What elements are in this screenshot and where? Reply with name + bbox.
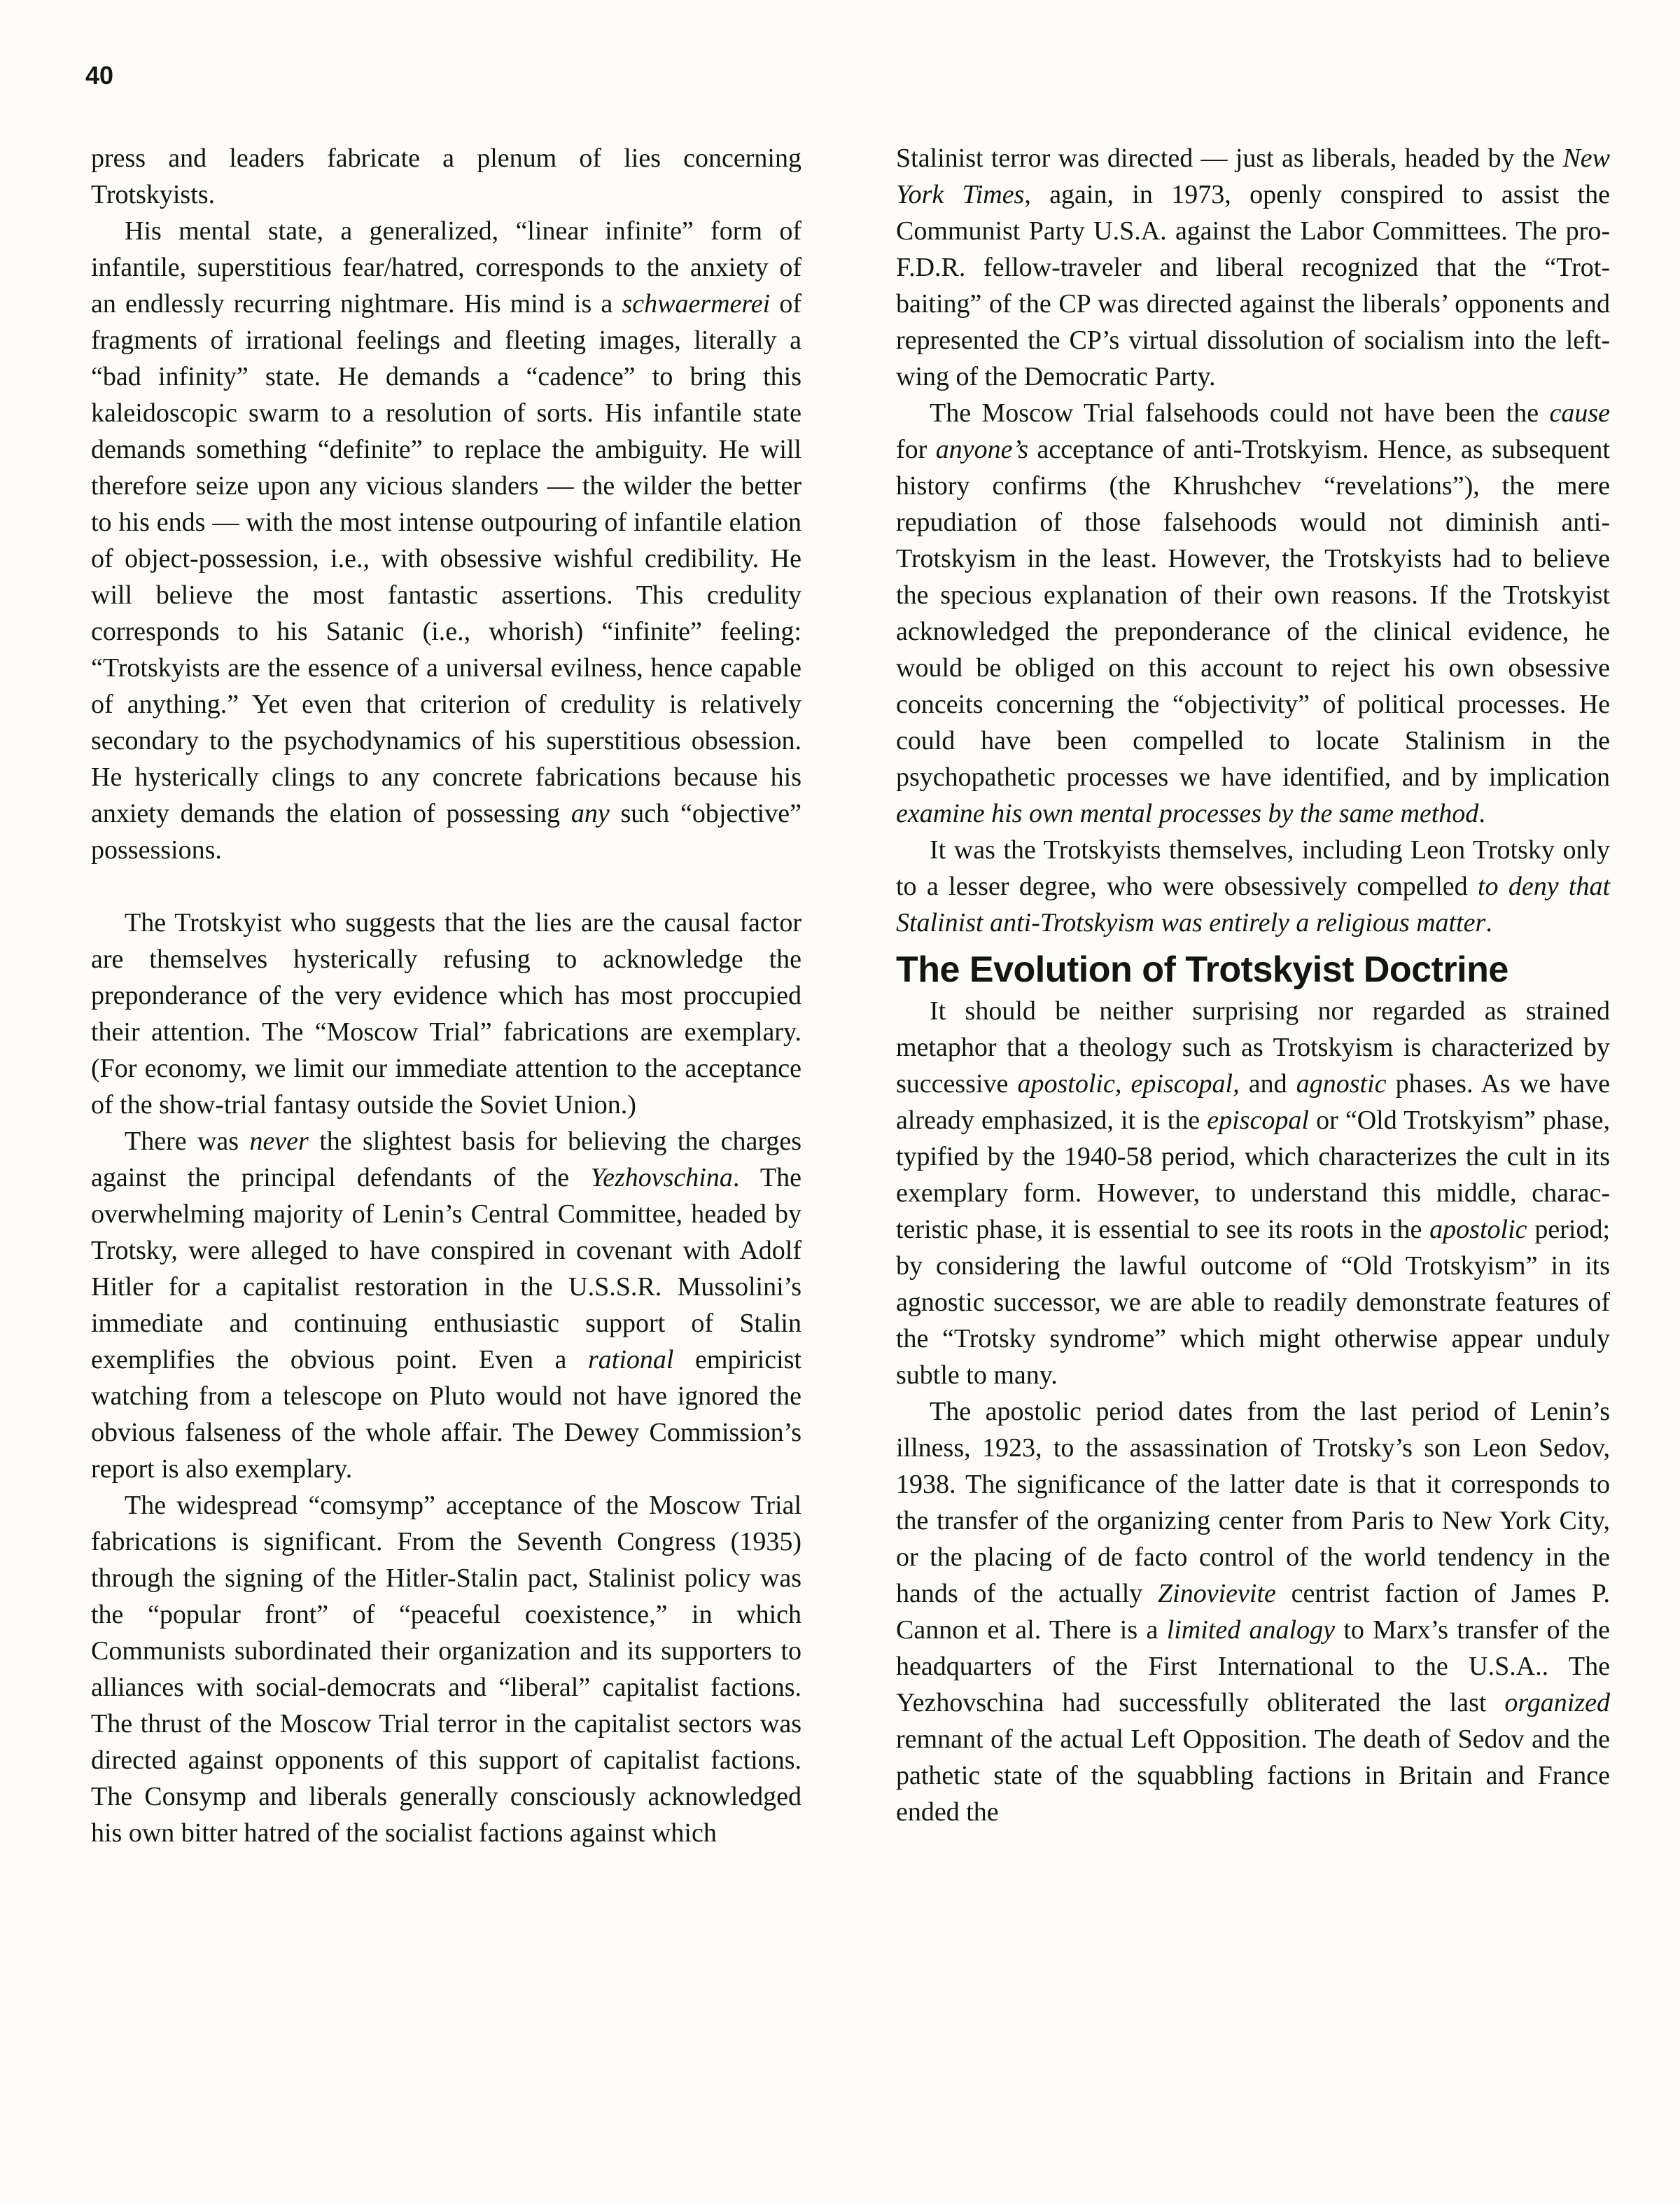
text-run: There was [125,1127,250,1156]
paragraph [896,832,1610,941]
text-run: . [1478,799,1485,828]
paragraph [896,140,1610,395]
text-run: , again, in 1973, openly conspired to assist the Communist Party U.S.A. against the Labor Committees. The pro-F.D.R. fellow-traveler and liberal recognized that the “Trot-baiting” of the CP was directed against the liberals’ opponents and represented the CP’s virtual dissolution of socialism into the left-wing of the Democratic Party. [896,180,1610,391]
left-column [91,140,802,1851]
text-run: acceptance of anti-Trotskyism. Hence, as subsequent history confirms (the Khrushchev “revelations”), the mere repudiation of those falsehoods would not diminish anti-Trotskyism in the least. However, the Trotskyists had to believe the specious explanation of their own reasons. If the Trotskyist acknowledged the preponderance of the clinical evidence, he would be obliged on this account to reject his own obsessive conceits concerning the “objectivity” of political processes. He could have been compelled to locate Stalinism in the psychopathetic processes we have identified, and by implication [896,435,1610,792]
italic-text: Yezhovschina [590,1163,733,1192]
text-run: phases. As we have already emphasized, it is the [896,1069,1610,1135]
paragraph [896,993,1610,1393]
text-run: The apostolic period dates from the last period of Lenin’s illness, 1923, to the assassination of Trotsky’s son Leon Sedov, 1938. The significance of the latter date is that it corresponds to the transfer of the organizing center from Paris to New York City, or the placing of de facto control of the world tendency in the hands of the actually [896,1397,1610,1608]
italic-text: schwaermerei [622,289,771,319]
paragraph [91,213,802,868]
italic-text: apostolic [1429,1215,1527,1244]
paragraph: The Trotskyist who suggests that the lies are the causal factor are themselves hysterically refusing to acknowledge the preponderance of the very evidence which has most proccupied their attention. The “Moscow Trial” fabrications are exemplary. (For economy, we limit our immediate attention to the acceptance of the show-trial fantasy outside the Soviet Union.) [91,908,802,1120]
italic-text: examine his own mental processes by the same method [896,799,1479,828]
text-run: empiricist watching from a telescope on Pluto would not have ignored the obvious falseness of the whole affair. The Dewey Commission’s report is also exemplary. [91,1345,802,1484]
text-run: . The overwhelming majority of Lenin’s Central Committee, headed by Trotsky, were alleged to have conspired in covenant with Adolf Hitler for a capitalist restoration in the U.S.S.R. Mussolini’s immediate and continuing enthusiastic support of Stalin exemplifies the obvious point. Even a [91,1163,802,1374]
page-number: 40 [85,61,114,90]
italic-text: to deny that Stalinist anti-Trotskyism was entirely a religious matter [896,872,1611,938]
italic-text: any [570,799,610,828]
italic-text: never [249,1127,309,1156]
italic-text: organized [1504,1688,1610,1717]
text-run: such “objective” possessions. [91,799,802,865]
text-run: It should be neither surprising nor regarded as strained metaphor that a theology such as Trotskyism is characterized by successive [896,996,1610,1099]
paragraph: press and leaders fabricate a plenum of lies concerning Trotskyists. [91,144,802,209]
text-run: centrist faction of James P. Cannon et al. There is a [896,1579,1610,1645]
italic-text: cause [1549,398,1610,428]
paragraph [896,1393,1610,1830]
italic-text: episcopal [1207,1106,1309,1135]
text-run: period; by considering the lawful outcome of “Old Trotskyism” in its agnostic successor, we are able to readily demonstrate features of the “Trotsky syndrome” which might otherwise appear unduly subtle to many. [896,1215,1610,1390]
italic-text: anyone’s [935,435,1029,464]
section-heading: The Evolution of Trotskyist Doctrine [896,949,1508,990]
text-run: It was the Trotskyists themselves, including Leon Trotsky only to a lesser degree, who were obsessively compelled [896,835,1610,901]
text-run: His mental state, a generalized, “linear infinite” form of infantile, superstitious fear/hatred, corresponds to the anxiety of an endlessly recurring nightmare. His mind is a [91,216,802,319]
text-run: and [1239,1069,1296,1099]
paragraph: The widespread “comsymp” acceptance of the Moscow Trial fabrications is significant. From the Seventh Congress (1935) through the signing of the Hitler-Stalin pact, Stalinist policy was the “popular front” of “peaceful coexistence,” in which Communists subordinated their organization and its supporters to alliances with social-democrats and “liberal” capitalist factions. The thrust of the Moscow Trial terror in the capitalist sectors was directed against opponents of this support of capitalist factions. The Consymp and liberals generally consciously acknowledged his own bitter hatred of the socialist factions against which [91,1491,802,1848]
text-run: or “Old Trotskyism” phase, typified by the 1940-58 period, which characterizes the cult in its exemplary form. However, to understand this middle, characteristic phase, it is essential to see its roots in the [896,1106,1610,1244]
italic-text: limited analogy [1166,1615,1335,1645]
italic-text: Zinovievite [1158,1579,1276,1608]
paragraph [91,1123,802,1487]
italic-text: agnostic [1296,1069,1387,1099]
italic-text: New York Times [896,144,1610,209]
text-run: of fragments of irrational feelings and fleeting images, literally a “bad infinity” state. He demands a “cadence” to bring this kaleidoscopic swarm to a resolution of sorts. His infantile state demands something “definite” to replace the ambiguity. He will therefore seize upon any vicious slanders — the wilder the better to his ends — with the most intense outpouring of infantile elation of object-possession, i.e., with obsessive wishful credibility. He will believe the most fantastic assertions. This credulity corresponds to his Satanic (i.e., whorish) “infinite” feeling: “Trotskyists are the essence of a universal evilness, hence capable of anything.” Yet even that criterion of credulity is relatively secondary to the psychodynamics of his superstitious obsession. He hysterically clings to any concrete fabrications because his anxiety demands the elation of possessing [91,289,802,828]
text-run: The Moscow Trial falsehoods could not have been the [930,398,1550,428]
text-run: Stalinist terror was directed — just as liberals, headed by the [896,144,1563,173]
text-run: . [1485,908,1492,938]
text-run: for [896,435,936,464]
text-run: the slightest basis for believing the charges against the principal defendants of the [91,1127,802,1192]
italic-text: apostolic, episcopal, [1017,1069,1240,1099]
italic-text: rational [588,1345,674,1374]
paragraph [896,395,1610,832]
text-run: to Marx’s transfer of the headquarters of the First International to the U.S.A.. The Yezhovschina had successfully obliterated the last [896,1615,1610,1717]
right-column [896,140,1610,1830]
text-run: remnant of the actual Left Opposition. The death of Sedov and the pathetic state of the squabbling factions in Britain and France ended the [896,1724,1610,1827]
